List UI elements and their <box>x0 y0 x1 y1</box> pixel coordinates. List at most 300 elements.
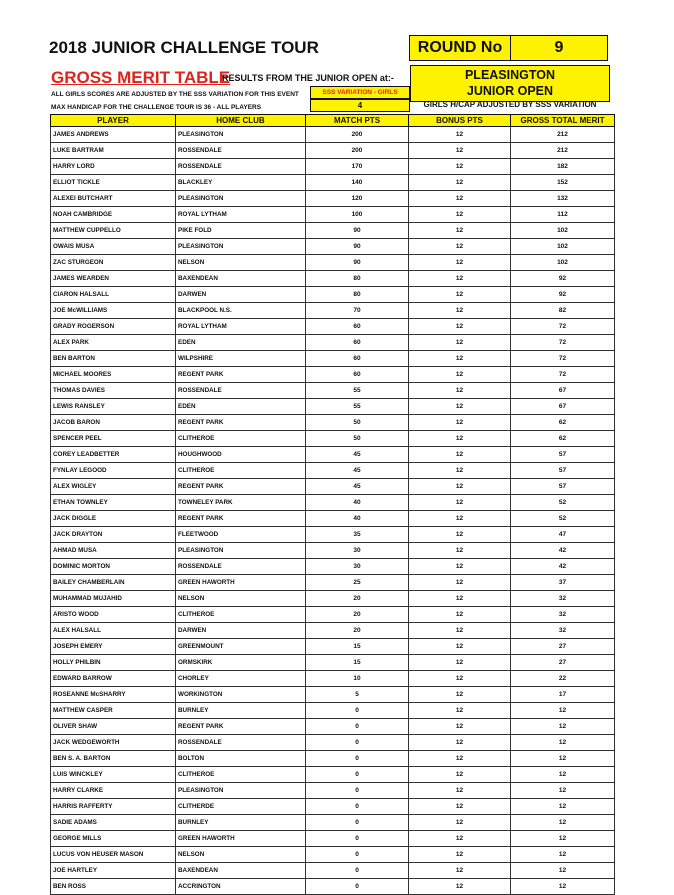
bonus-pts: 12 <box>409 543 511 559</box>
gross-total-merit: 52 <box>511 511 615 527</box>
home-club: DARWEN <box>176 623 306 639</box>
match-pts: 60 <box>306 335 409 351</box>
bonus-pts: 12 <box>409 255 511 271</box>
bonus-pts: 12 <box>409 783 511 799</box>
match-pts: 20 <box>306 591 409 607</box>
gross-total-merit: 32 <box>511 607 615 623</box>
home-club: BAXENDEAN <box>176 271 306 287</box>
player-name: JACK WEDGEWORTH <box>51 735 176 751</box>
home-club: NELSON <box>176 847 306 863</box>
player-name: SPENCER PEEL <box>51 431 176 447</box>
match-pts: 0 <box>306 751 409 767</box>
table-row <box>51 863 615 879</box>
bonus-pts: 12 <box>409 495 511 511</box>
gross-total-merit: 67 <box>511 383 615 399</box>
bonus-pts: 12 <box>409 767 511 783</box>
table-row <box>51 351 615 367</box>
home-club: ORMSKIRK <box>176 655 306 671</box>
gross-total-merit: 212 <box>511 143 615 159</box>
bonus-pts: 12 <box>409 383 511 399</box>
venue-name: PLEASINGTON <box>464 68 556 82</box>
table-row <box>51 767 615 783</box>
table-row <box>51 319 615 335</box>
player-name: ROSEANNE McSHARRY <box>51 687 176 703</box>
gross-total-merit: 62 <box>511 415 615 431</box>
home-club: CLITHERDE <box>176 799 306 815</box>
gross-total-merit: 92 <box>511 271 615 287</box>
match-pts: 0 <box>306 799 409 815</box>
home-club: WORKINGTON <box>176 687 306 703</box>
match-pts: 70 <box>306 303 409 319</box>
home-club: ROSSENDALE <box>176 383 306 399</box>
match-pts: 140 <box>306 175 409 191</box>
home-club: CHORLEY <box>176 671 306 687</box>
match-pts: 120 <box>306 191 409 207</box>
bonus-pts: 12 <box>409 303 511 319</box>
match-pts: 0 <box>306 863 409 879</box>
match-pts: 30 <box>306 559 409 575</box>
gross-total-merit: 82 <box>511 303 615 319</box>
table-row <box>51 815 615 831</box>
gross-total-merit: 182 <box>511 159 615 175</box>
match-pts: 0 <box>306 847 409 863</box>
gross-total-merit: 212 <box>511 127 615 143</box>
player-name: LUCUS VON HEUSER MASON <box>51 847 176 863</box>
gross-total-merit: 12 <box>511 751 615 767</box>
bonus-pts: 12 <box>409 159 511 175</box>
bonus-pts: 12 <box>409 799 511 815</box>
bonus-pts: 12 <box>409 223 511 239</box>
match-pts: 0 <box>306 703 409 719</box>
home-club: PLEASINGTON <box>176 127 306 143</box>
girls-adjust-note: GIRLS H/CAP ADJUSTED BY SSS VARIATION <box>423 100 597 109</box>
table-row <box>51 255 615 271</box>
home-club: BURNLEY <box>176 815 306 831</box>
table-row <box>51 703 615 719</box>
gross-total-merit: 12 <box>511 831 615 847</box>
home-club: REGENT PARK <box>176 511 306 527</box>
bonus-pts: 12 <box>409 143 511 159</box>
table-row <box>51 495 615 511</box>
table-row <box>51 127 615 143</box>
player-name: ELLIOT TICKLE <box>51 175 176 191</box>
home-club: REGENT PARK <box>176 367 306 383</box>
column-header-match-pts: MATCH PTS <box>306 115 409 127</box>
home-club: ROSSENDALE <box>176 559 306 575</box>
match-pts: 60 <box>306 319 409 335</box>
home-club: GREENMOUNT <box>176 639 306 655</box>
column-header-player: PLAYER <box>51 115 176 127</box>
home-club: GREEN HAWORTH <box>176 575 306 591</box>
player-name: ALEX WIGLEY <box>51 479 176 495</box>
column-header-home-club: HOME CLUB <box>176 115 306 127</box>
player-name: DOMINIC MORTON <box>51 559 176 575</box>
page-title: 2018 JUNIOR CHALLENGE TOUR <box>49 38 319 57</box>
player-name: JACK DIGGLE <box>51 511 176 527</box>
player-name: JOE HARTLEY <box>51 863 176 879</box>
event-name: JUNIOR OPEN <box>466 84 554 98</box>
home-club: PLEASINGTON <box>176 191 306 207</box>
table-row <box>51 559 615 575</box>
match-pts: 80 <box>306 287 409 303</box>
player-name: ARISTO WOOD <box>51 607 176 623</box>
player-name: MICHAEL MOORES <box>51 367 176 383</box>
sss-variation-label: SSS VARIATION - GIRLS <box>310 86 410 99</box>
table-row <box>51 207 615 223</box>
player-name: ETHAN TOWNLEY <box>51 495 176 511</box>
player-name: LUIS WINCKLEY <box>51 767 176 783</box>
player-name: HARRY CLARKE <box>51 783 176 799</box>
home-club: BLACKLEY <box>176 175 306 191</box>
table-row <box>51 191 615 207</box>
round-label: ROUND No <box>410 36 511 60</box>
gross-total-merit: 12 <box>511 719 615 735</box>
bonus-pts: 12 <box>409 367 511 383</box>
bonus-pts: 12 <box>409 399 511 415</box>
match-pts: 45 <box>306 447 409 463</box>
table-row <box>51 511 615 527</box>
home-club: BURNLEY <box>176 703 306 719</box>
bonus-pts: 12 <box>409 623 511 639</box>
column-header-gross-total: GROSS TOTAL MERIT <box>511 115 615 127</box>
table-row <box>51 879 615 895</box>
match-pts: 30 <box>306 543 409 559</box>
home-club: BOLTON <box>176 751 306 767</box>
match-pts: 20 <box>306 607 409 623</box>
gross-total-merit: 72 <box>511 335 615 351</box>
table-row <box>51 223 615 239</box>
bonus-pts: 12 <box>409 591 511 607</box>
bonus-pts: 12 <box>409 431 511 447</box>
match-pts: 15 <box>306 639 409 655</box>
table-row <box>51 303 615 319</box>
gross-total-merit: 72 <box>511 351 615 367</box>
gross-total-merit: 72 <box>511 319 615 335</box>
match-pts: 0 <box>306 783 409 799</box>
bonus-pts: 12 <box>409 719 511 735</box>
bonus-pts: 12 <box>409 239 511 255</box>
match-pts: 170 <box>306 159 409 175</box>
home-club: ROYAL LYTHAM <box>176 207 306 223</box>
match-pts: 50 <box>306 415 409 431</box>
match-pts: 80 <box>306 271 409 287</box>
match-pts: 200 <box>306 143 409 159</box>
bonus-pts: 12 <box>409 847 511 863</box>
home-club: CLITHEROE <box>176 607 306 623</box>
bonus-pts: 12 <box>409 655 511 671</box>
table-row <box>51 143 615 159</box>
player-name: JAMES ANDREWS <box>51 127 176 143</box>
home-club: PLEASINGTON <box>176 239 306 255</box>
bonus-pts: 12 <box>409 559 511 575</box>
table-row <box>51 783 615 799</box>
match-pts: 0 <box>306 767 409 783</box>
bonus-pts: 12 <box>409 831 511 847</box>
bonus-pts: 12 <box>409 575 511 591</box>
bonus-pts: 12 <box>409 751 511 767</box>
player-name: LEWIS RANSLEY <box>51 399 176 415</box>
gross-total-merit: 102 <box>511 255 615 271</box>
bonus-pts: 12 <box>409 687 511 703</box>
bonus-pts: 12 <box>409 287 511 303</box>
player-name: FYNLAY LEGOOD <box>51 463 176 479</box>
match-pts: 90 <box>306 223 409 239</box>
table-row <box>51 159 615 175</box>
player-name: ALEXEI BUTCHART <box>51 191 176 207</box>
table-row <box>51 751 615 767</box>
player-name: BAILEY CHAMBERLAIN <box>51 575 176 591</box>
table-row <box>51 383 615 399</box>
gross-total-merit: 112 <box>511 207 615 223</box>
gross-total-merit: 67 <box>511 399 615 415</box>
table-title: GROSS MERIT TABLE <box>51 68 231 87</box>
table-row <box>51 447 615 463</box>
home-club: REGENT PARK <box>176 415 306 431</box>
home-club: CLITHEROE <box>176 463 306 479</box>
player-name: JOSEPH EMERY <box>51 639 176 655</box>
home-club: NELSON <box>176 255 306 271</box>
player-name: JAMES WEARDEN <box>51 271 176 287</box>
bonus-pts: 12 <box>409 639 511 655</box>
player-name: THOMAS DAVIES <box>51 383 176 399</box>
gross-total-merit: 72 <box>511 367 615 383</box>
table-row <box>51 431 615 447</box>
bonus-pts: 12 <box>409 415 511 431</box>
player-name: JACOB BARON <box>51 415 176 431</box>
home-club: NELSON <box>176 591 306 607</box>
match-pts: 200 <box>306 127 409 143</box>
bonus-pts: 12 <box>409 175 511 191</box>
table-row <box>51 335 615 351</box>
player-name: BEN BARTON <box>51 351 176 367</box>
table-row <box>51 639 615 655</box>
match-pts: 20 <box>306 623 409 639</box>
table-row <box>51 463 615 479</box>
gross-total-merit: 102 <box>511 223 615 239</box>
player-name: JOE McWILLIAMS <box>51 303 176 319</box>
bonus-pts: 12 <box>409 815 511 831</box>
gross-total-merit: 57 <box>511 479 615 495</box>
table-row <box>51 719 615 735</box>
gross-total-merit: 32 <box>511 591 615 607</box>
home-club: BLACKPOOL N.S. <box>176 303 306 319</box>
table-row <box>51 607 615 623</box>
player-name: BEN S. A. BARTON <box>51 751 176 767</box>
table-row <box>51 847 615 863</box>
match-pts: 0 <box>306 719 409 735</box>
home-club: EDEN <box>176 399 306 415</box>
home-club: CLITHEROE <box>176 431 306 447</box>
home-club: ROSSENDALE <box>176 735 306 751</box>
gross-total-merit: 132 <box>511 191 615 207</box>
player-name: CIARON HALSALL <box>51 287 176 303</box>
bonus-pts: 12 <box>409 511 511 527</box>
gross-total-merit: 42 <box>511 543 615 559</box>
gross-total-merit: 12 <box>511 863 615 879</box>
home-club: REGENT PARK <box>176 719 306 735</box>
table-row <box>51 543 615 559</box>
bonus-pts: 12 <box>409 351 511 367</box>
player-name: JACK DRAYTON <box>51 527 176 543</box>
gross-total-merit: 42 <box>511 559 615 575</box>
gross-total-merit: 27 <box>511 655 615 671</box>
player-name: LUKE BARTRAM <box>51 143 176 159</box>
table-row <box>51 271 615 287</box>
match-pts: 25 <box>306 575 409 591</box>
table-row <box>51 367 615 383</box>
table-row <box>51 735 615 751</box>
match-pts: 60 <box>306 367 409 383</box>
gross-total-merit: 102 <box>511 239 615 255</box>
bonus-pts: 12 <box>409 319 511 335</box>
gross-total-merit: 22 <box>511 671 615 687</box>
bonus-pts: 12 <box>409 479 511 495</box>
home-club: DARWEN <box>176 287 306 303</box>
gross-total-merit: 47 <box>511 527 615 543</box>
gross-total-merit: 32 <box>511 623 615 639</box>
table-row <box>51 799 615 815</box>
home-club: FLEETWOOD <box>176 527 306 543</box>
gross-total-merit: 12 <box>511 815 615 831</box>
home-club: ROSSENDALE <box>176 143 306 159</box>
table-row <box>51 399 615 415</box>
player-name: COREY LEADBETTER <box>51 447 176 463</box>
match-pts: 45 <box>306 463 409 479</box>
gross-total-merit: 27 <box>511 639 615 655</box>
gross-total-merit: 62 <box>511 431 615 447</box>
match-pts: 5 <box>306 687 409 703</box>
match-pts: 60 <box>306 351 409 367</box>
home-club: CLITHEROE <box>176 767 306 783</box>
bonus-pts: 12 <box>409 527 511 543</box>
bonus-pts: 12 <box>409 335 511 351</box>
player-name: HARRIS RAFFERTY <box>51 799 176 815</box>
table-row <box>51 287 615 303</box>
match-pts: 0 <box>306 735 409 751</box>
bonus-pts: 12 <box>409 271 511 287</box>
gross-total-merit: 12 <box>511 799 615 815</box>
table-row <box>51 623 615 639</box>
player-name: MUHAMMAD MUJAHID <box>51 591 176 607</box>
gross-total-merit: 12 <box>511 767 615 783</box>
match-pts: 40 <box>306 511 409 527</box>
gross-total-merit: 12 <box>511 703 615 719</box>
gross-total-merit: 12 <box>511 783 615 799</box>
home-club: TOWNELEY PARK <box>176 495 306 511</box>
player-name: GEORGE MILLS <box>51 831 176 847</box>
player-name: HOLLY PHILBIN <box>51 655 176 671</box>
merit-table <box>50 114 615 895</box>
home-club: ROSSENDALE <box>176 159 306 175</box>
gross-total-merit: 37 <box>511 575 615 591</box>
home-club: EDEN <box>176 335 306 351</box>
bonus-pts: 12 <box>409 735 511 751</box>
match-pts: 40 <box>306 495 409 511</box>
home-club: ROYAL LYTHAM <box>176 319 306 335</box>
bonus-pts: 12 <box>409 127 511 143</box>
max-handicap-note: MAX HANDICAP FOR THE CHALLENGE TOUR IS 36 - ALL PLAYERS <box>51 104 262 111</box>
gross-total-merit: 12 <box>511 735 615 751</box>
table-row <box>51 575 615 591</box>
home-club: ACCRINGTON <box>176 879 306 895</box>
event-box <box>410 65 610 102</box>
bonus-pts: 12 <box>409 703 511 719</box>
table-row <box>51 687 615 703</box>
gross-total-merit: 12 <box>511 847 615 863</box>
gross-total-merit: 92 <box>511 287 615 303</box>
home-club: REGENT PARK <box>176 479 306 495</box>
match-pts: 45 <box>306 479 409 495</box>
player-name: AHMAD MUSA <box>51 543 176 559</box>
player-name: SADIE ADAMS <box>51 815 176 831</box>
match-pts: 0 <box>306 831 409 847</box>
player-name: ALEX HALSALL <box>51 623 176 639</box>
home-club: WILPSHIRE <box>176 351 306 367</box>
home-club: PIKE FOLD <box>176 223 306 239</box>
player-name: NOAH CAMBRIDGE <box>51 207 176 223</box>
table-row <box>51 671 615 687</box>
home-club: HOUGHWOOD <box>176 447 306 463</box>
table-row <box>51 239 615 255</box>
bonus-pts: 12 <box>409 191 511 207</box>
bonus-pts: 12 <box>409 671 511 687</box>
bonus-pts: 12 <box>409 447 511 463</box>
results-from-label: RESULTS FROM THE JUNIOR OPEN at:- <box>222 73 394 83</box>
player-name: GRADY ROGERSON <box>51 319 176 335</box>
home-club: GREEN HAWORTH <box>176 831 306 847</box>
match-pts: 0 <box>306 879 409 895</box>
gross-total-merit: 57 <box>511 463 615 479</box>
gross-total-merit: 152 <box>511 175 615 191</box>
bonus-pts: 12 <box>409 207 511 223</box>
gross-total-merit: 52 <box>511 495 615 511</box>
match-pts: 100 <box>306 207 409 223</box>
match-pts: 15 <box>306 655 409 671</box>
player-name: HARRY LORD <box>51 159 176 175</box>
bonus-pts: 12 <box>409 863 511 879</box>
bonus-pts: 12 <box>409 463 511 479</box>
home-club: PLEASINGTON <box>176 783 306 799</box>
table-row <box>51 591 615 607</box>
match-pts: 10 <box>306 671 409 687</box>
bonus-pts: 12 <box>409 607 511 623</box>
girls-scores-note: ALL GIRLS SCORES ARE ADJUSTED BY THE SSS VARIATION FOR THIS EVENT <box>51 91 299 98</box>
player-name: MATTHEW CASPER <box>51 703 176 719</box>
table-row <box>51 655 615 671</box>
match-pts: 90 <box>306 255 409 271</box>
match-pts: 55 <box>306 383 409 399</box>
round-box <box>409 35 608 61</box>
gross-total-merit: 12 <box>511 879 615 895</box>
player-name: OWAIS MUSA <box>51 239 176 255</box>
player-name: MATTHEW CUPPELLO <box>51 223 176 239</box>
table-row <box>51 479 615 495</box>
match-pts: 35 <box>306 527 409 543</box>
column-header-bonus-pts: BONUS PTS <box>409 115 511 127</box>
match-pts: 50 <box>306 431 409 447</box>
match-pts: 90 <box>306 239 409 255</box>
player-name: ZAC STURGEON <box>51 255 176 271</box>
player-name: ALEX PARK <box>51 335 176 351</box>
sss-variation-value: 4 <box>310 99 410 112</box>
match-pts: 0 <box>306 815 409 831</box>
home-club: BAXENDEAN <box>176 863 306 879</box>
gross-total-merit: 57 <box>511 447 615 463</box>
table-row <box>51 415 615 431</box>
table-row <box>51 175 615 191</box>
table-header-row <box>51 115 615 127</box>
table-row <box>51 527 615 543</box>
